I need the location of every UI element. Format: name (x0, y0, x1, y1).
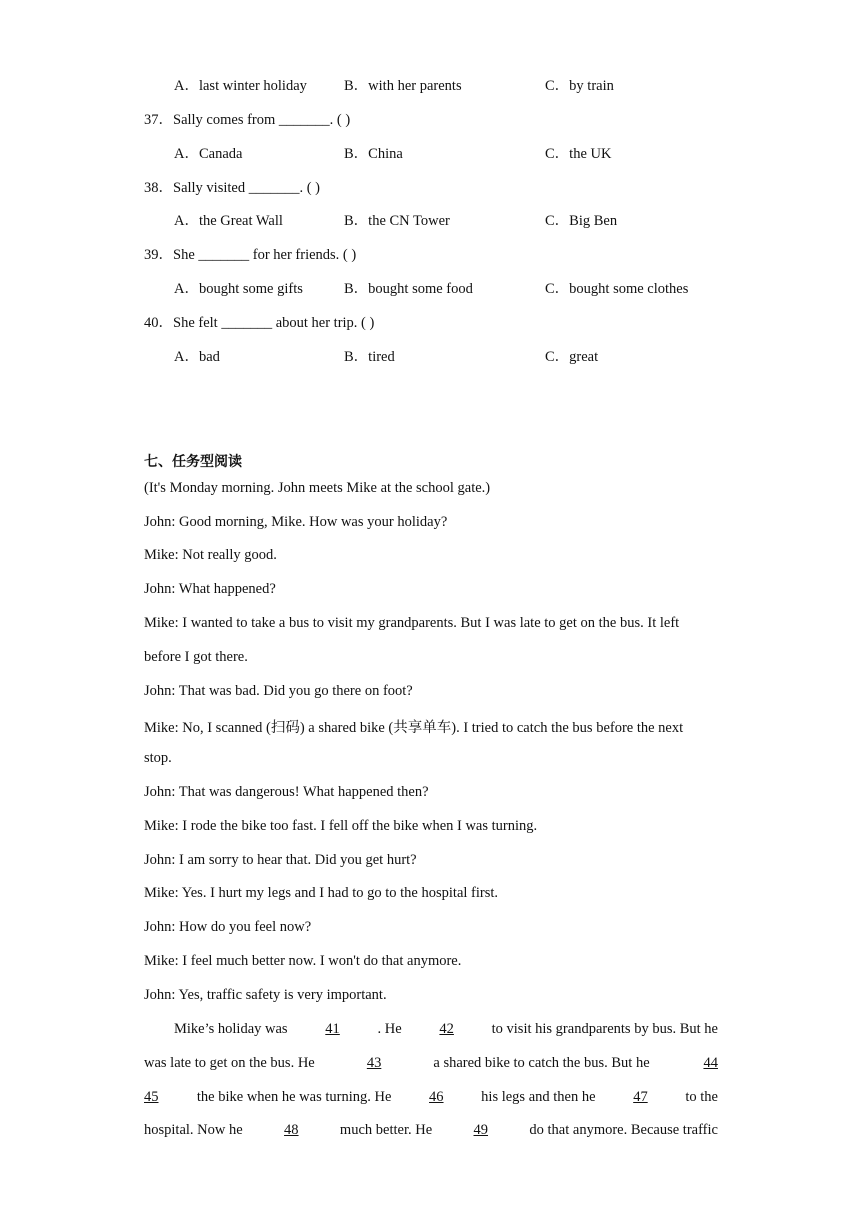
dialogue-line: John: How do you feel now? (144, 919, 312, 935)
dialogue-line: Mike: Not really good. (144, 547, 277, 563)
summary-text: do that anymore. Because traffic (529, 1122, 718, 1138)
q38-stem: 38．Sally visited _______. ( ) (144, 180, 321, 196)
q40-option-a: A．bad (174, 349, 220, 365)
q39-stem: 39．She _______ for her friends. ( ) (144, 247, 357, 263)
summary-text: to the (685, 1089, 718, 1105)
summary-text: a shared bike to catch the bus. But he (433, 1055, 650, 1071)
dialogue-line: John: That was bad. Did you go there on foot? (144, 683, 413, 699)
dialogue-line: John: What happened? (144, 581, 276, 597)
q39-option-b: B．bought some food (344, 281, 473, 297)
q36-option-c: C．by train (545, 78, 614, 94)
summary-text: much better. He (339, 1122, 433, 1138)
summary-text: to visit his grandparents by bus. But he (491, 1021, 718, 1037)
summary-line-2 (144, 1055, 718, 1072)
blank-47: 47 (633, 1089, 648, 1105)
blank-48: 48 (284, 1122, 299, 1138)
summary-text: hospital. Now he (144, 1122, 243, 1138)
blank-49: 49 (473, 1122, 489, 1138)
q38-option-b: B．the CN Tower (344, 213, 450, 229)
section-heading: 七、任务型阅读 (144, 454, 242, 470)
dialogue-line: before I got there. (144, 649, 248, 665)
q36-option-b: B．with her parents (344, 78, 462, 94)
summary-text: the bike when he was turning. He (196, 1089, 392, 1105)
q38-option-c: C．Big Ben (545, 213, 618, 229)
q37-option-b: B．China (344, 146, 403, 162)
q40-option-b: B．tired (344, 349, 395, 365)
summary-text: his legs and then he (481, 1089, 596, 1105)
dialogue-line: John: I am sorry to hear that. Did you get hurt? (144, 852, 417, 868)
dialogue-line: John: Good morning, Mike. How was your holiday? (144, 514, 448, 530)
summary-text: . He (377, 1021, 402, 1037)
q36-option-a: A．last winter holiday (174, 78, 307, 94)
dialogue-line: (It's Monday morning. John meets Mike at the school gate.) (144, 480, 491, 496)
summary-text: was late to get on the bus. He (144, 1055, 315, 1071)
dialogue-line: Mike: I wanted to take a bus to visit my grandparents. But I was late to get on the bus. It left (144, 615, 680, 631)
dialogue-line: John: That was dangerous! What happened then? (144, 784, 429, 800)
dialogue-line: stop. (144, 750, 172, 766)
blank-46: 46 (429, 1089, 444, 1105)
q40-option-c: C．great (545, 349, 599, 365)
dialogue-line: Mike: No, I scanned (扫码) a shared bike (共享单车). I tried to catch the bus before the next (144, 720, 684, 736)
summary-text: Mike’s holiday was (174, 1021, 288, 1037)
q37-stem: 37．Sally comes from _______. ( ) (144, 112, 351, 128)
q40-stem: 40．She felt _______ about her trip. ( ) (144, 315, 375, 331)
q38-option-a: A．the Great Wall (174, 213, 283, 229)
blank-44: 44 (703, 1055, 718, 1071)
q37-option-c: C．the UK (545, 146, 612, 162)
blank-42: 42 (439, 1021, 454, 1037)
blank-41: 41 (325, 1021, 340, 1037)
blank-43: 43 (366, 1055, 382, 1071)
dialogue-line: Mike: Yes. I hurt my legs and I had to go to the hospital first. (144, 885, 499, 901)
dialogue-line: John: Yes, traffic safety is very important. (144, 987, 387, 1003)
q39-option-a: A．bought some gifts (174, 281, 303, 297)
blank-45: 45 (144, 1089, 159, 1105)
dialogue-line: Mike: I rode the bike too fast. I fell off the bike when I was turning. (144, 818, 538, 834)
summary-line-1 (144, 1021, 718, 1038)
q39-option-c: C．bought some clothes (545, 281, 689, 297)
dialogue-line: Mike: I feel much better now. I won't do that anymore. (144, 953, 462, 969)
summary-line-4 (144, 1122, 718, 1139)
summary-line-3 (144, 1089, 718, 1106)
q37-option-a: A．Canada (174, 146, 243, 162)
